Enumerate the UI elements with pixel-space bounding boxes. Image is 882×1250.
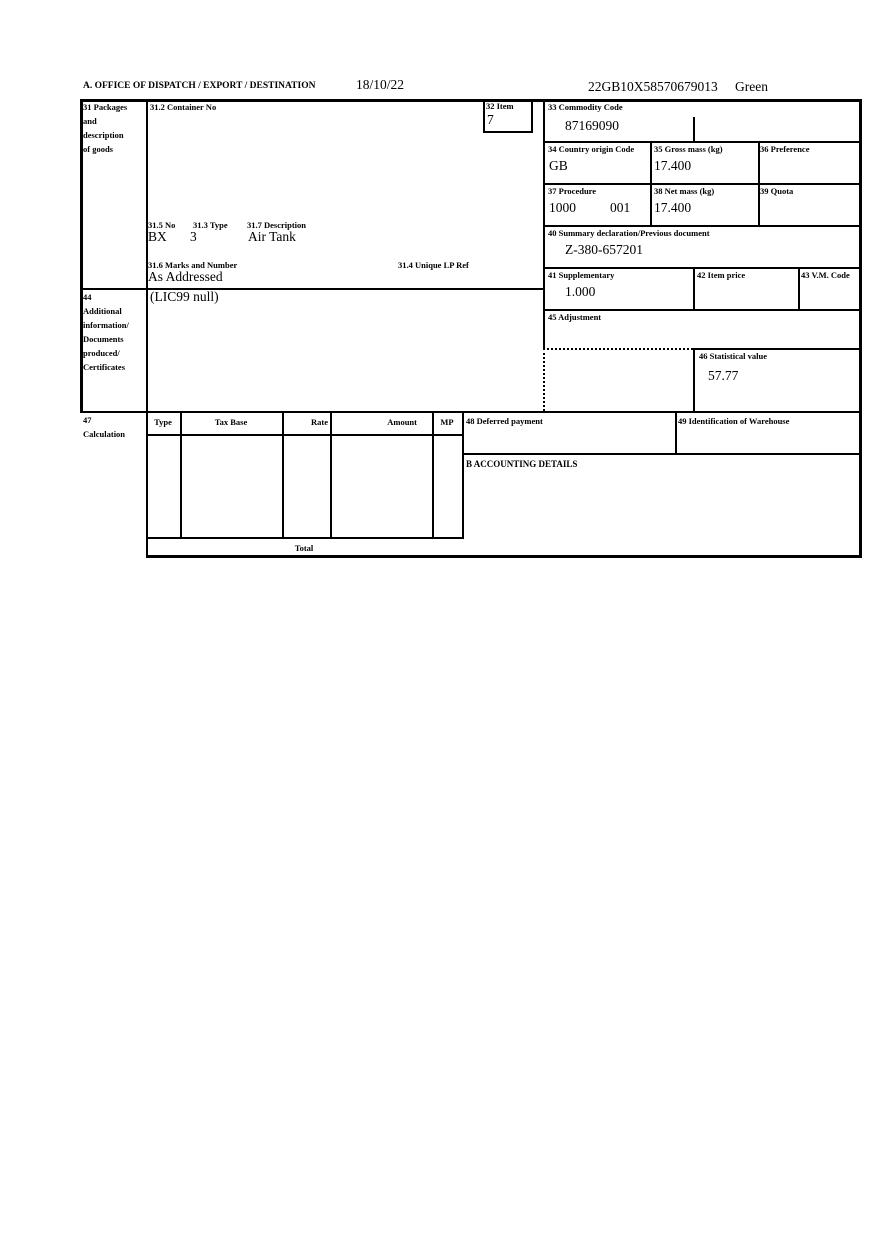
box31-6-marks-value: As Addressed (148, 269, 223, 284)
box32-item-label: 32 Item (486, 101, 514, 111)
grid-line (146, 434, 462, 436)
box38-net-mass-label: 38 Net mass (kg) (654, 186, 715, 196)
box40-summary-declaration-label: 40 Summary declaration/Previous document (548, 228, 710, 238)
grid-line (859, 99, 862, 558)
box34-country-origin-value: GB (549, 158, 568, 173)
accounting-details-label: B ACCOUNTING DETAILS (466, 459, 578, 469)
grid-line (693, 348, 862, 350)
box33-commodity-code-label: 33 Commodity Code (548, 102, 623, 112)
box31-label-line: description (83, 130, 124, 140)
grid-line (543, 141, 862, 143)
box45-adjustment-label: 45 Adjustment (548, 312, 602, 322)
box31-3-type-label: 31.3 Type (193, 220, 228, 230)
box32-item-value: 7 (487, 112, 494, 127)
box31-6-marks-label: 31.6 Marks and Number (148, 260, 238, 270)
routing-indicator: Green (735, 79, 768, 94)
grid-line (432, 411, 434, 539)
box31-7-description-label: 31.7 Description (247, 220, 307, 230)
grid-line (693, 267, 695, 309)
box31-label-line: and (83, 116, 97, 126)
grid-line (693, 348, 695, 411)
calc-col-rate-header: Rate (311, 417, 328, 427)
box44-label-line: produced/ (83, 348, 120, 358)
grid-line (798, 267, 800, 309)
grid-line (282, 411, 284, 539)
box37-procedure-label: 37 Procedure (548, 186, 597, 196)
box37-procedure-additional-value: 001 (610, 200, 631, 215)
grid-line (543, 309, 862, 311)
box31-2-container-no-label: 31.2 Container No (150, 102, 217, 112)
grid-line (330, 411, 332, 539)
box44-label-line: information/ (83, 320, 129, 330)
box31-5-no-label: 31.5 No (148, 220, 176, 230)
box44-label-line: Additional (83, 306, 122, 316)
declaration-reference: 22GB10X58570679013 (588, 79, 718, 94)
box47-calculation-label (83, 413, 125, 441)
box47-label-line: 47 (83, 415, 92, 425)
grid-line (543, 183, 862, 185)
calc-total-label: Total (294, 543, 314, 553)
grid-line (483, 99, 485, 133)
box31-4-unique-lp-ref-label: 31.4 Unique LP Ref (398, 260, 469, 270)
grid-line (675, 411, 677, 455)
acceptance-date: 18/10/22 (356, 77, 405, 92)
box44-additional-info-label (83, 290, 129, 374)
dotted-grid-line (543, 348, 693, 350)
box44-label-line: Certificates (83, 362, 126, 372)
box40-summary-declaration-value: Z-380-657201 (565, 242, 643, 257)
box39-quota-label: 39 Quota (760, 186, 794, 196)
box38-net-mass-value: 17.400 (654, 200, 692, 215)
box42-item-price-label: 42 Item price (697, 270, 746, 280)
box46-statistical-value-label: 46 Statistical value (699, 351, 767, 361)
commodity-code-divider-line (693, 117, 695, 141)
grid-line (146, 99, 148, 558)
box33-commodity-code-value: 87169090 (565, 118, 619, 133)
box48-deferred-payment-label: 48 Deferred payment (466, 416, 543, 426)
box35-gross-mass-label: 35 Gross mass (kg) (654, 144, 723, 154)
box31-5-no-value: BX (148, 229, 167, 244)
box31-3-type-value: 3 (190, 229, 197, 244)
grid-line (146, 537, 462, 539)
calc-col-mp-header: MP (440, 417, 454, 427)
grid-line (543, 267, 862, 269)
grid-line (483, 131, 533, 133)
office-of-dispatch-label: A. OFFICE OF DISPATCH / EXPORT / DESTINATION (83, 81, 316, 91)
box34-country-origin-label: 34 Country origin Code (548, 144, 635, 154)
grid-line (650, 141, 652, 225)
box44-label-line: 44 (83, 292, 92, 302)
box31-label-line: of goods (83, 144, 113, 154)
box44-label-line: Documents (83, 334, 124, 344)
dotted-grid-line (543, 348, 545, 411)
grid-line (543, 225, 862, 227)
box31-label-line: 31 Packages (83, 102, 128, 112)
box47-label-line: Calculation (83, 429, 126, 439)
grid-line (146, 555, 862, 558)
box31-packages-label (83, 100, 127, 156)
box37-procedure-value: 1000 (549, 200, 576, 215)
grid-line (531, 99, 533, 133)
grid-line (462, 411, 464, 539)
box31-7-description-value: Air Tank (248, 229, 296, 244)
box49-warehouse-label: 49 Identification of Warehouse (678, 416, 790, 426)
grid-line (180, 411, 182, 539)
calc-col-amount-header: Amount (387, 417, 417, 427)
box41-supplementary-label: 41 Supplementary (548, 270, 615, 280)
box41-supplementary-value: 1.000 (565, 284, 596, 299)
grid-line (462, 453, 862, 455)
box44-value: (LIC99 null) (150, 289, 219, 304)
calc-col-type-header: Type (154, 417, 172, 427)
grid-line (80, 411, 862, 413)
box46-statistical-value: 57.77 (708, 368, 739, 383)
box43-vm-code-label: 43 V.M. Code (801, 270, 850, 280)
box35-gross-mass-value: 17.400 (654, 158, 692, 173)
box36-preference-label: 36 Preference (760, 144, 810, 154)
calc-col-taxbase-header: Tax Base (214, 417, 248, 427)
